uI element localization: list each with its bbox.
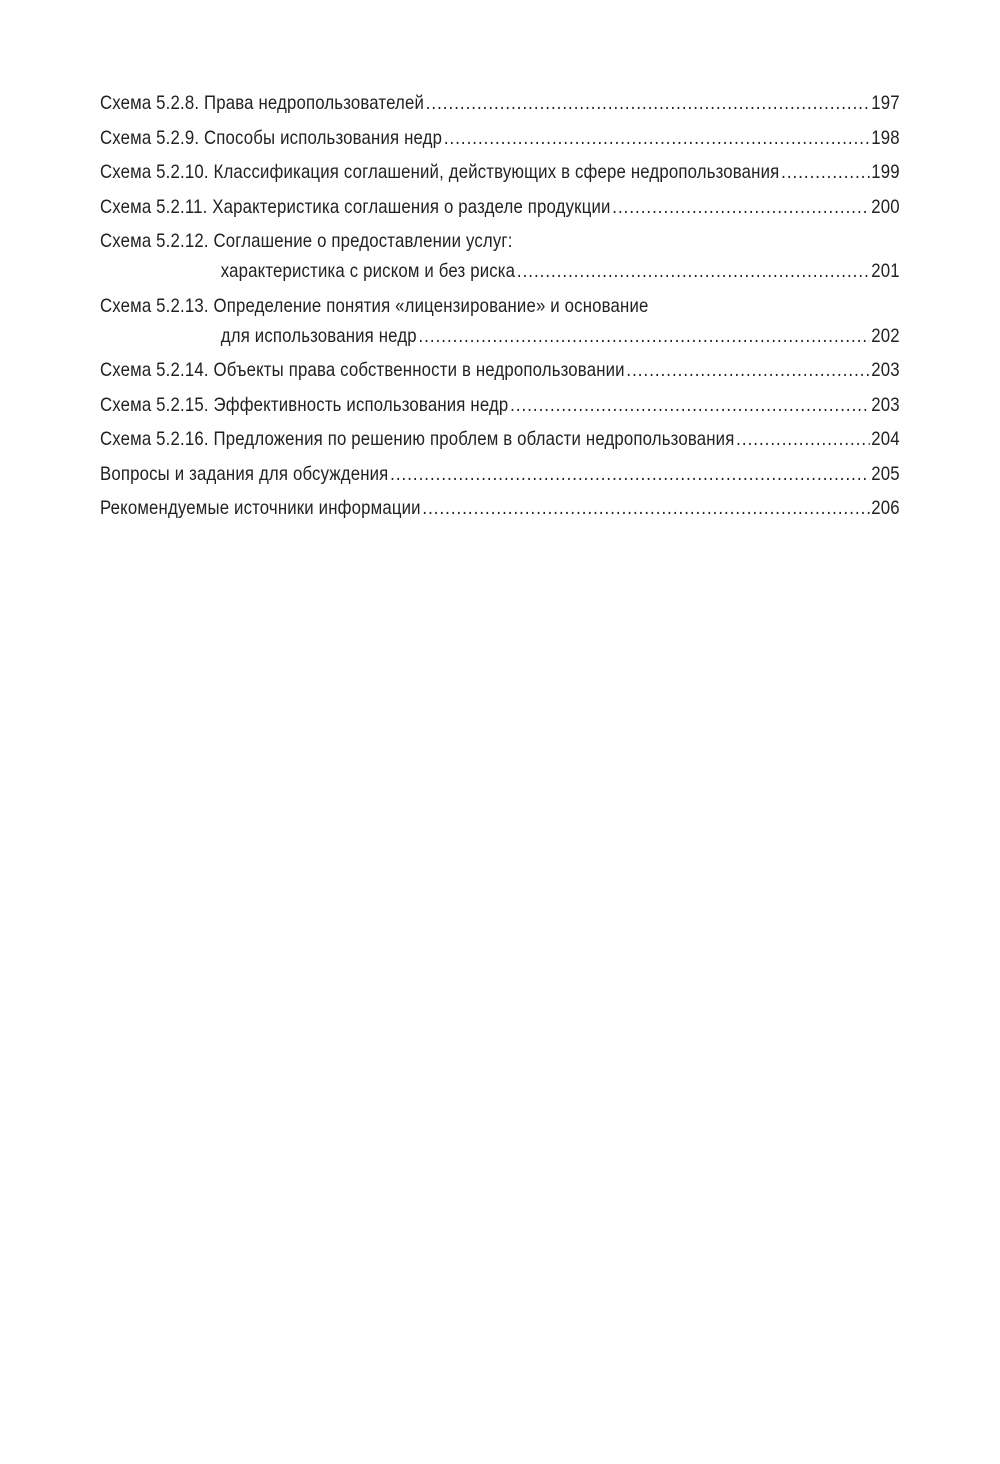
dot-leader	[736, 424, 869, 454]
toc-entry[interactable]	[100, 123, 900, 153]
toc-entry-page: 202	[871, 324, 900, 347]
toc-entry-title: Схема 5.2.14. Объекты права собственности в недропользовании	[100, 359, 625, 381]
toc-entry-title: Схема 5.2.9. Способы использования недр	[100, 126, 443, 149]
toc-entry[interactable]	[100, 88, 900, 118]
toc-entry-page: 199	[871, 161, 900, 183]
toc-entry-title: Схема 5.2.10. Классификация соглашений, действующих в сфере недропользования	[100, 161, 780, 183]
dot-leader	[517, 256, 870, 286]
dot-leader	[781, 157, 869, 187]
toc-entry[interactable]	[100, 157, 900, 187]
toc-entry[interactable]	[100, 459, 900, 489]
toc-entry[interactable]	[100, 291, 900, 351]
toc-entry[interactable]	[100, 493, 900, 523]
dot-leader	[422, 493, 869, 523]
toc-entry-page: 204	[871, 428, 900, 450]
toc-entry-page: 203	[871, 393, 900, 416]
toc-entry-page: 201	[871, 260, 900, 282]
toc-entry-title: Рекомендуемые источники информации	[100, 497, 421, 519]
dot-leader	[444, 123, 870, 153]
dot-leader	[626, 355, 869, 385]
dot-leader	[426, 88, 870, 118]
toc-entry-title: Схема 5.2.13. Определение понятия «лицензирование» и основание	[100, 294, 649, 317]
toc-entry-title: Схема 5.2.12. Соглашение о предоставлении услуг:	[100, 230, 513, 252]
toc-entry-title-continuation: для использования недр	[220, 324, 417, 347]
toc-entry[interactable]	[100, 226, 900, 286]
toc-entry-page: 203	[871, 359, 900, 381]
dot-leader	[418, 321, 869, 351]
toc-entry[interactable]	[100, 424, 900, 454]
toc-entry[interactable]	[100, 390, 900, 420]
toc-entry-title: Вопросы и задания для обсуждения	[100, 462, 389, 485]
toc-entry-title-continuation: характеристика с риском и без риска	[220, 260, 516, 282]
toc-entry-page: 197	[871, 92, 900, 114]
toc-entry-title: Схема 5.2.15. Эффективность использования недр	[100, 393, 509, 416]
toc-entry-page: 205	[871, 462, 900, 485]
dot-leader	[510, 390, 869, 420]
dot-leader	[390, 459, 869, 489]
toc-entry-title: Схема 5.2.11. Характеристика соглашения о разделе продукции	[100, 195, 611, 218]
toc-entry-title: Схема 5.2.16. Предложения по решению проблем в области недропользования	[100, 428, 735, 450]
toc-entry-page: 198	[871, 126, 900, 149]
toc-entry-page: 206	[871, 497, 900, 519]
table-of-contents	[100, 88, 900, 528]
toc-entry[interactable]	[100, 355, 900, 385]
dot-leader	[612, 192, 869, 222]
toc-entry-page: 200	[871, 195, 900, 218]
toc-entry-title: Схема 5.2.8. Права недропользователей	[100, 92, 425, 114]
toc-entry[interactable]	[100, 192, 900, 222]
